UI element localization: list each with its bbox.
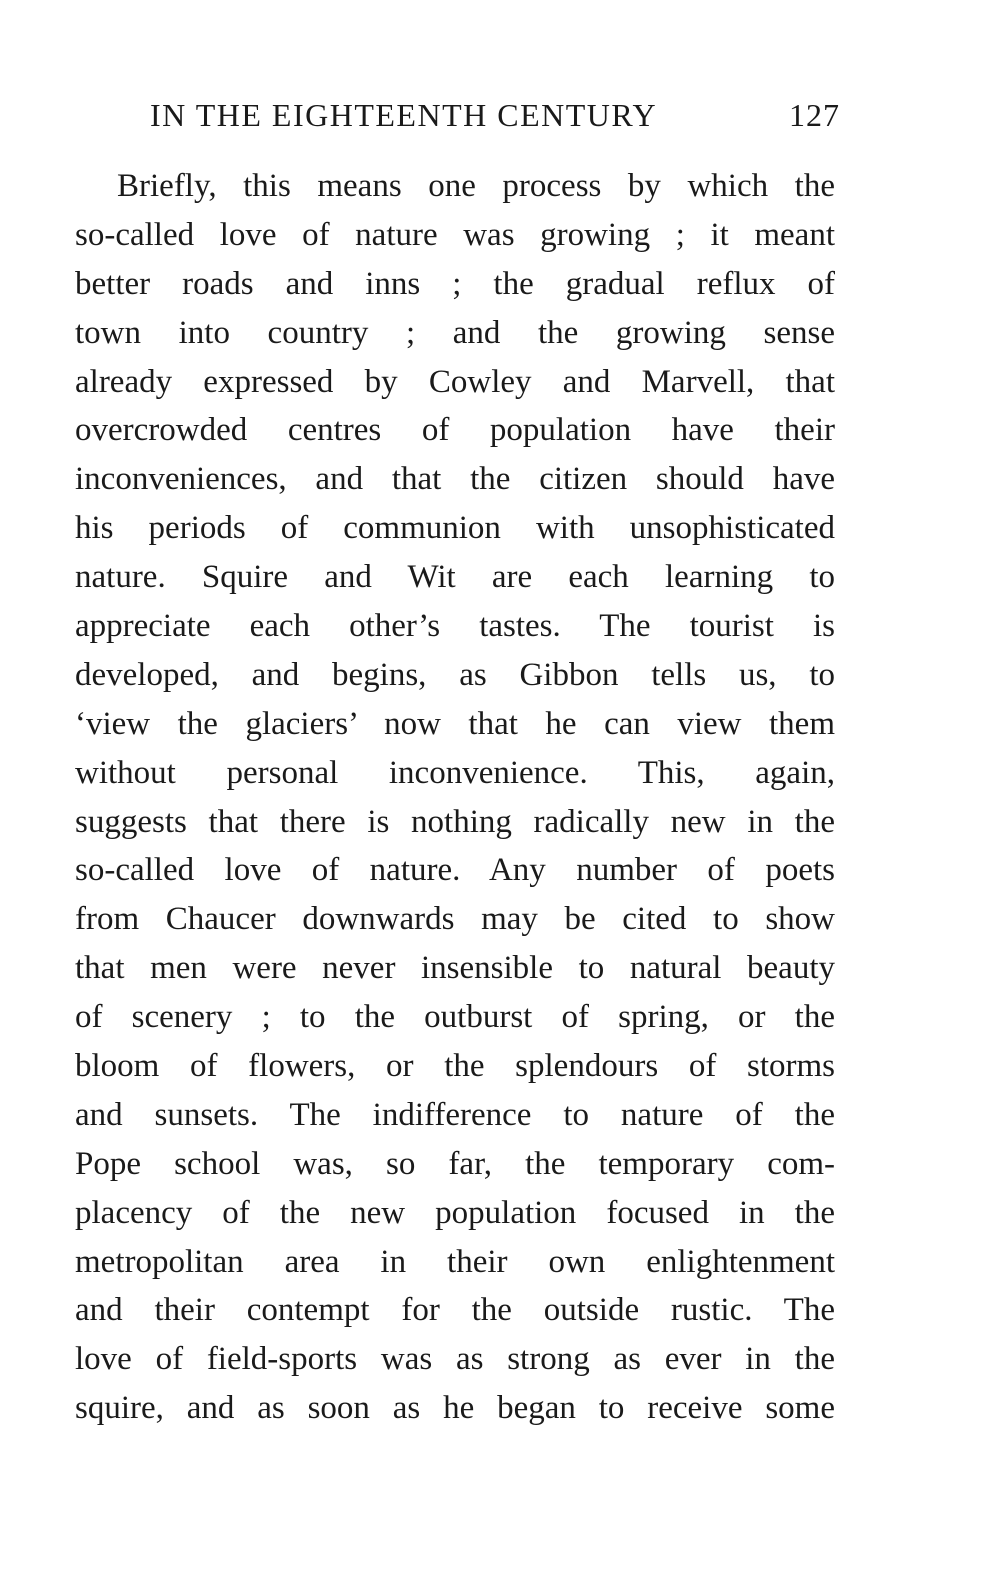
text-line: nature. Squire and Wit are each learning to [75,559,835,596]
text-line: ‘view the glaciers’ now that he can view them [75,705,835,742]
text-line: Briefly, this means one process by which the [117,168,835,204]
text-line: and sunsets. The indifference to nature of the [75,1096,835,1133]
body-text [75,162,835,1433]
text-line: of scenery ; to the outburst of spring, or the [75,999,835,1036]
text-line: placency of the new population focused in the [75,1194,835,1231]
text-line: so-called love of nature. Any number of poets [75,852,835,889]
text-line: bloom of flowers, or the splendours of storms [75,1048,835,1085]
text-line: without personal inconvenience. This, again, [75,754,835,791]
text-line: developed, and begins, as Gibbon tells us, to [75,656,835,693]
text-line: that men were never insensible to natural beauty [75,950,835,987]
text-line: already expressed by Cowley and Marvell, that [75,363,835,400]
text-line: town into country ; and the growing sense [75,314,835,351]
page-number: 127 [789,97,840,133]
text-line: inconveniences, and that the citizen should have [75,461,835,498]
text-line: and their contempt for the outside rustic. The [75,1292,835,1329]
text-line: better roads and inns ; the gradual reflux of [75,265,835,302]
text-line: love of field-sports was as strong as ever in the [75,1341,835,1378]
text-line: overcrowded centres of population have their [75,412,835,449]
text-line: appreciate each other’s tastes. The tourist is [75,608,835,645]
running-title: IN THE EIGHTEENTH CENTURY [150,97,658,133]
text-line: squire, and as soon as he began to receive some [75,1390,835,1427]
text-line: Pope school was, so far, the temporary com- [75,1145,835,1182]
text-line: suggests that there is nothing radically new in the [75,803,835,840]
text-line: so-called love of nature was growing ; it meant [75,216,835,253]
text-line: from Chaucer downwards may be cited to show [75,901,835,938]
text-line: metropolitan area in their own enlightenment [75,1243,835,1280]
text-line: his periods of communion with unsophisticated [75,510,835,547]
